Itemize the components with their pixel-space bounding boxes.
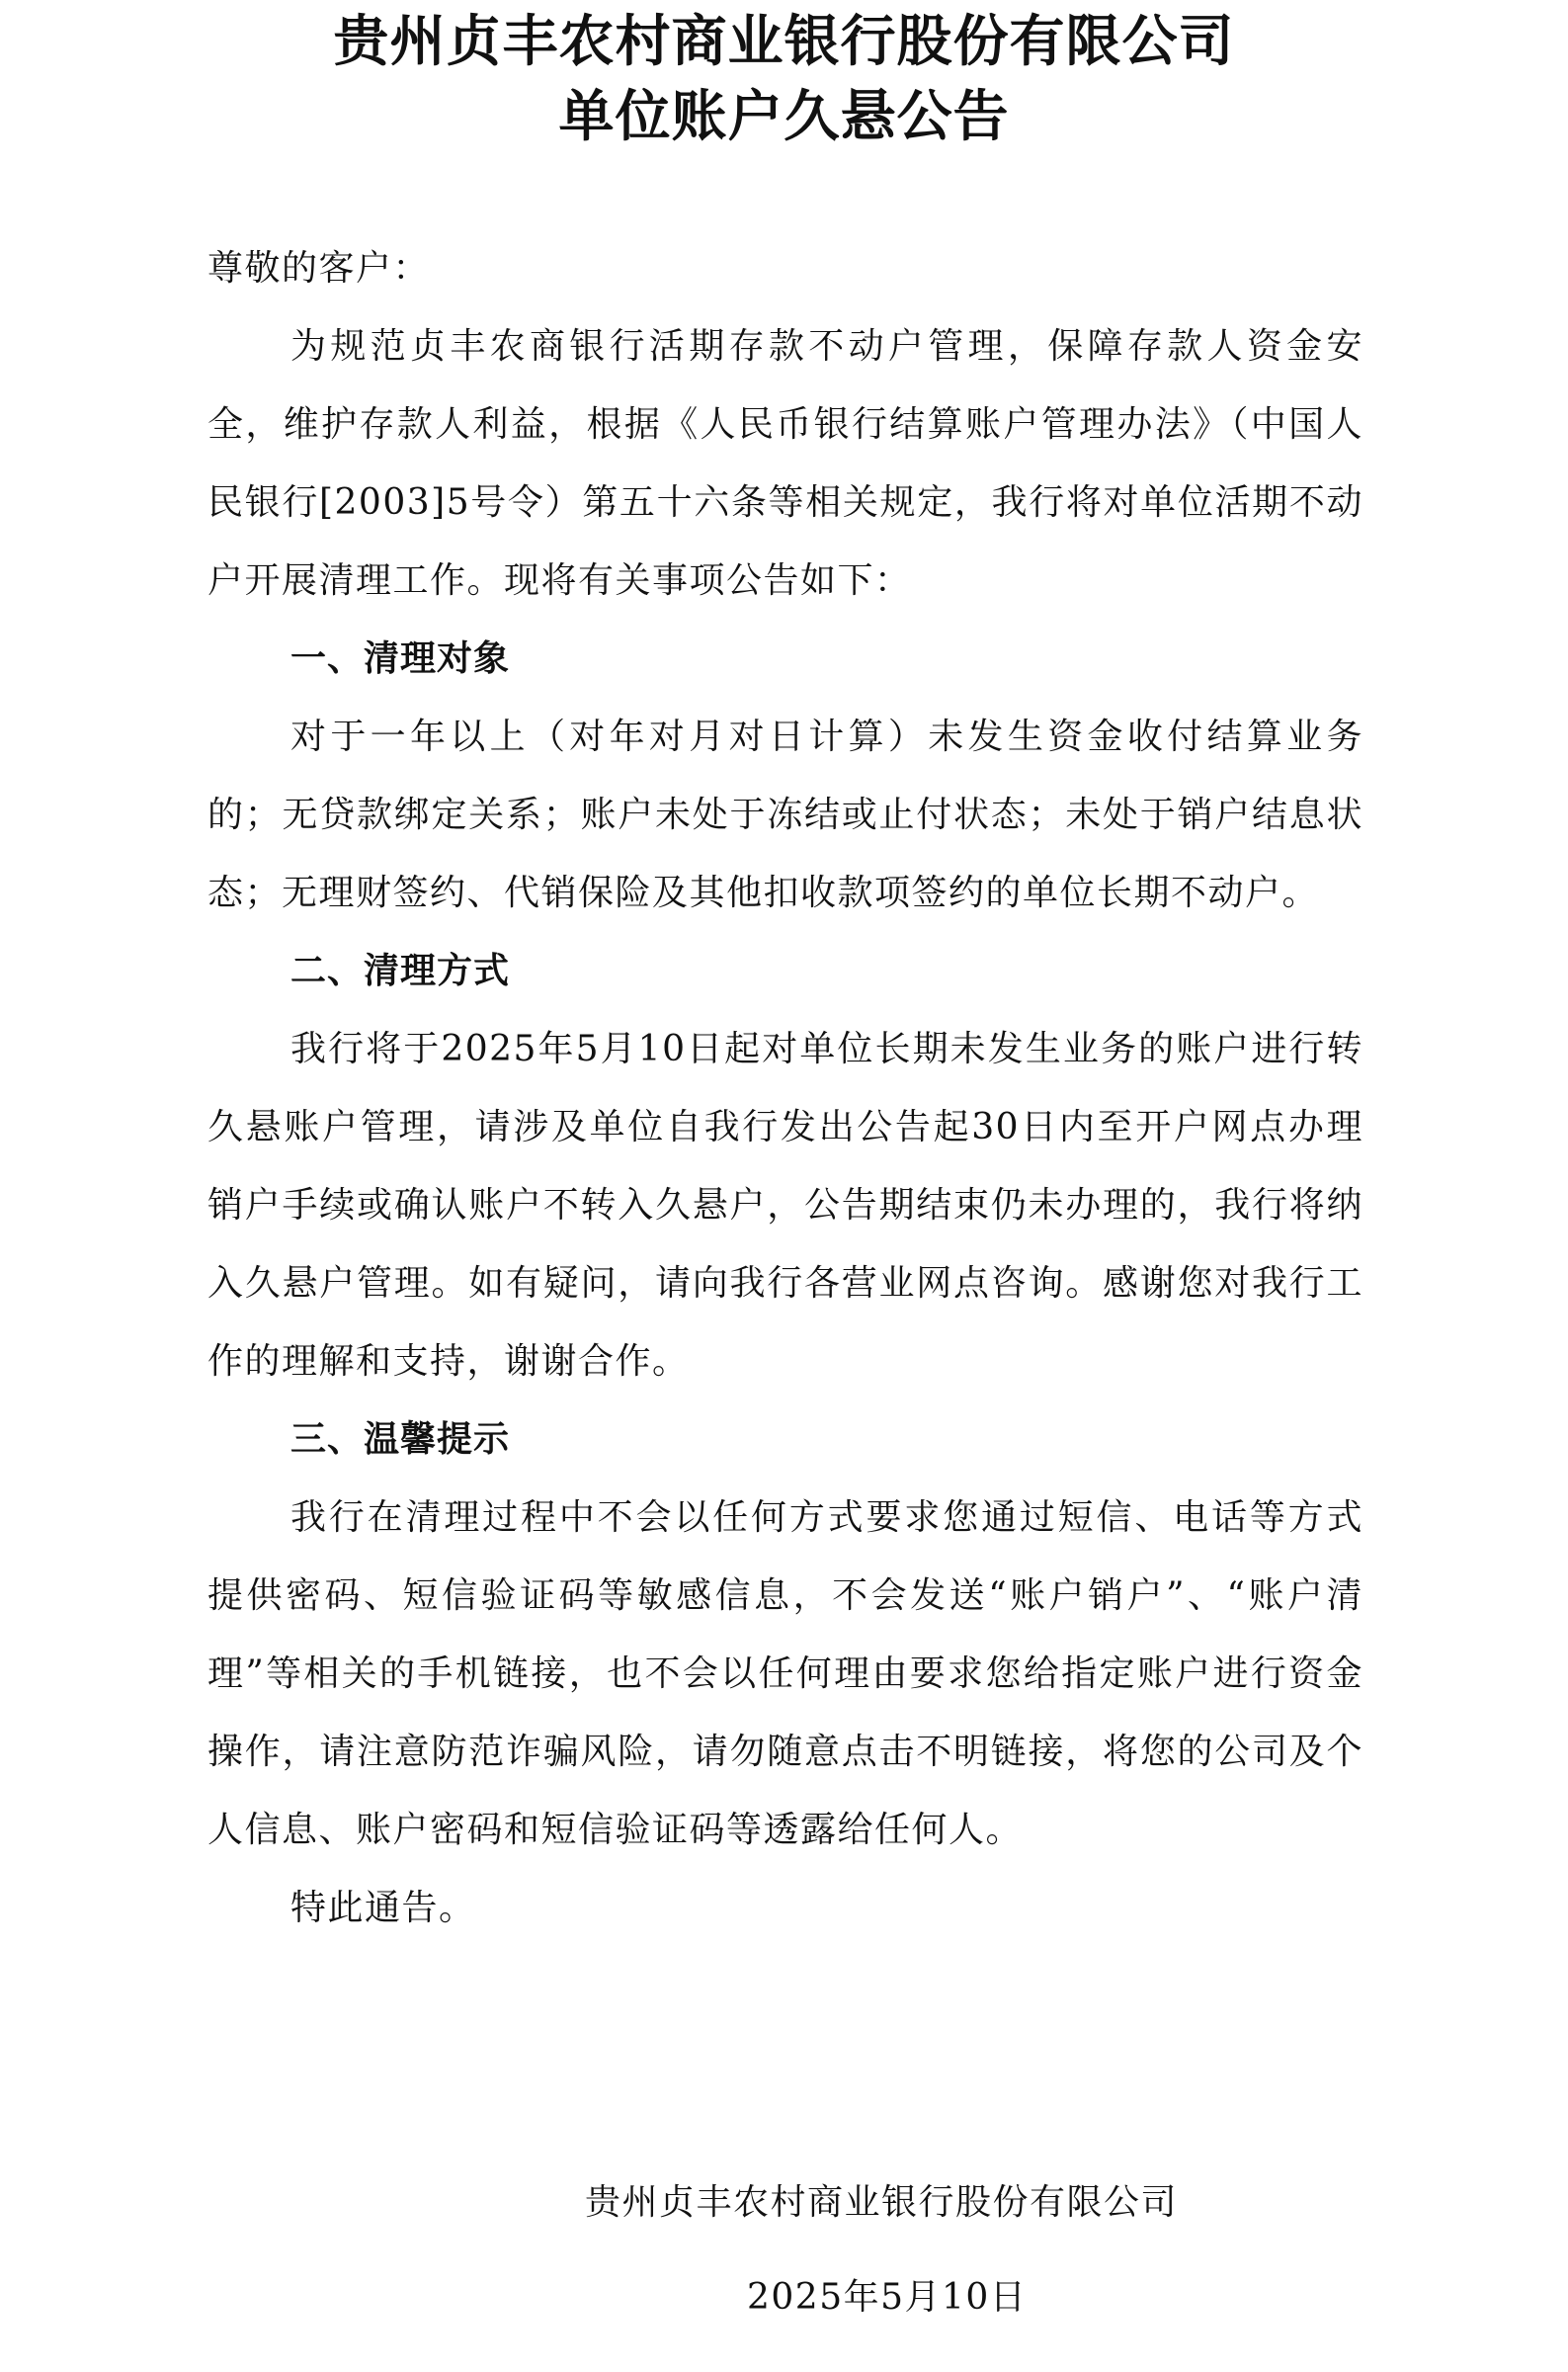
greeting: 尊敬的客户： — [207, 248, 431, 289]
closing-line: 特此通告。 — [290, 1888, 476, 1928]
signature-date: 2025年5月10日 — [747, 2277, 1028, 2318]
intro-paragraph: 为规范贞丰农商银行活期存款不动户管理，保障存款人资金安全，维护存款人利益，根据《人民币银行结算账户管理办法》（中国人民银行[2003]5号令）第五十六条等相关规定，我行将对单位活期不动户开展清理工作。现将有关事项公告如下： — [207, 326, 1363, 601]
section-3-heading: 三、温馨提示 — [290, 1419, 511, 1460]
notice-body — [207, 307, 1363, 1947]
section-2-heading: 二、清理方式 — [290, 951, 511, 991]
signature-company: 贵州贞丰农村商业银行股份有限公司 — [585, 2182, 1179, 2223]
title-line-1: 贵州贞丰农村商业银行股份有限公司 — [333, 9, 1235, 74]
section-2-text: 我行将于2025年5月10日起对单位长期未发生业务的账户进行转久悬账户管理，请涉及单位自我行发出公告起30日内至开户网点办理销户手续或确认账户不转入久悬户，公告期结束仍未办理的，我行将纳入久悬户管理。如有疑问，请向我行各营业网点咨询。感谢您对我行工作的理解和支持，谢谢合作。 — [207, 1029, 1363, 1382]
section-3-text: 我行在清理过程中不会以任何方式要求您通过短信、电话等方式提供密码、短信验证码等敏感信息，不会发送“账户销户”、“账户清理”等相关的手机链接，也不会以任何理由要求您给指定账户进行资金操作，请注意防范诈骗风险，请勿随意点击不明链接，将您的公司及个人信息、账户密码和短信验证码等透露给任何人。 — [207, 1497, 1363, 1850]
section-1-heading: 一、清理对象 — [290, 638, 511, 679]
section-1-text: 对于一年以上（对年对月对日计算）未发生资金收付结算业务的；无贷款绑定关系；账户未处于冻结或止付状态；未处于销户结息状态；无理财签约、代销保险及其他扣收款项签约的单位长期不动户。 — [207, 717, 1363, 913]
title-line-2: 单位账户久悬公告 — [558, 84, 1010, 149]
